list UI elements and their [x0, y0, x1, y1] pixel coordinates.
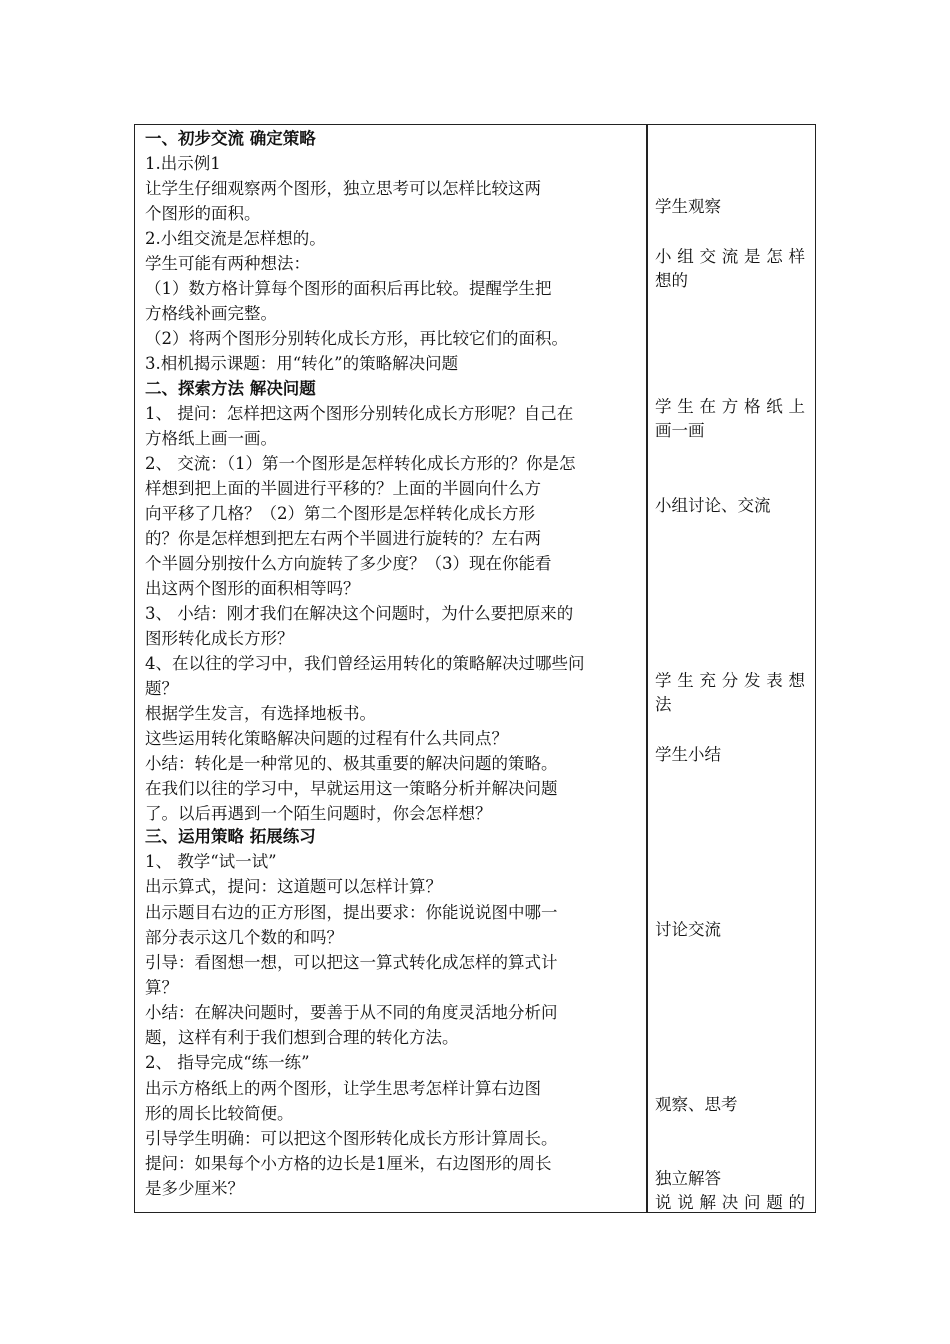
- text-line: 4、在以往的学习中，我们曾经运用转化的策略解决过哪些问: [145, 654, 585, 673]
- text-line: 样想到把上面的半圆进行平移的？上面的半圆向什么方: [145, 479, 541, 498]
- text-line: 2.小组交流是怎样想的。: [145, 229, 326, 248]
- student-note: 学生小结: [655, 745, 721, 764]
- student-note: 法: [655, 695, 672, 714]
- student-note: 画一画: [655, 421, 705, 440]
- student-note: 独立解答: [655, 1169, 721, 1188]
- text-line: 出示方格纸上的两个图形，让学生思考怎样计算右边图: [145, 1079, 541, 1098]
- text-line: 小结：转化是一种常见的、极其重要的解决问题的策略。: [145, 754, 558, 773]
- text-line: 1.出示例1: [145, 154, 221, 173]
- text-line: 个半圆分别按什么方向旋转了多少度？（3）现在你能看: [145, 554, 552, 573]
- student-note: 学生在方格纸上: [655, 397, 805, 416]
- student-note: 讨论交流: [655, 920, 721, 939]
- text-line: 3、 小结：刚才我们在解决这个问题时，为什么要把原来的: [145, 604, 574, 623]
- text-line: 题？: [145, 679, 178, 698]
- text-line: 部分表示这几个数的和吗？: [145, 928, 343, 947]
- text-line: 个图形的面积。: [145, 204, 261, 223]
- text-line: 出示算式，提问：这道题可以怎样计算？: [145, 877, 442, 896]
- text-line: 引导学生明确：可以把这个图形转化成长方形计算周长。: [145, 1129, 558, 1148]
- student-note: 说说解决问题的: [655, 1193, 805, 1212]
- text-line: 在我们以往的学习中，早就运用这一策略分析并解决问题: [145, 779, 558, 798]
- text-line: 2、 指导完成“练一练”: [145, 1053, 310, 1072]
- text-line: 提问：如果每个小方格的边长是1厘米，右边图形的周长: [145, 1154, 552, 1173]
- text-line: 1、 提问：怎样把这两个图形分别转化成长方形呢？自己在: [145, 404, 574, 423]
- text-line: （1）数方格计算每个图形的面积后再比较。提醒学生把: [145, 279, 552, 298]
- text-line: 这些运用转化策略解决问题的过程有什么共同点？: [145, 729, 508, 748]
- text-line: 1、 教学“试一试”: [145, 852, 277, 871]
- text-line: 向平移了几格？（2）第二个图形是怎样转化成长方形: [145, 504, 535, 523]
- text-line: 根据学生发言，有选择地板书。: [145, 704, 376, 723]
- text-line: （2）将两个图形分别转化成长方形，再比较它们的面积。: [145, 329, 568, 348]
- text-line: 学生可能有两种想法：: [145, 254, 310, 273]
- text-line: 出这两个图形的面积相等吗？: [145, 579, 360, 598]
- text-line: 是多少厘米？: [145, 1179, 244, 1198]
- student-note: 小组交流是怎样: [655, 247, 805, 266]
- section-heading-1: 一、初步交流 确定策略: [145, 129, 316, 148]
- text-line: 让学生仔细观察两个图形，独立思考可以怎样比较这两: [145, 179, 541, 198]
- student-note: 观察、思考: [655, 1095, 738, 1114]
- text-line: 图形转化成长方形？: [145, 629, 294, 648]
- lesson-plan-table: [134, 124, 816, 1213]
- column-divider: [646, 125, 648, 1212]
- text-line: 题，这样有利于我们想到合理的转化方法。: [145, 1028, 459, 1047]
- student-note: 小组讨论、交流: [655, 496, 771, 515]
- section-heading-2: 二、探索方法 解决问题: [145, 379, 316, 398]
- text-line: 的？你是怎样想到把左右两个半圆进行旋转的？左右两: [145, 529, 541, 548]
- student-note: 学生观察: [655, 197, 721, 216]
- student-note: 学生充分发表想: [655, 671, 805, 690]
- text-line: 形的周长比较简便。: [145, 1104, 294, 1123]
- student-note: 想的: [655, 271, 688, 290]
- text-line: 2、 交流：（1）第一个图形是怎样转化成长方形的？你是怎: [145, 454, 576, 473]
- text-line: 方格纸上画一画。: [145, 429, 277, 448]
- text-line: 方格线补画完整。: [145, 304, 277, 323]
- text-line: 了。以后再遇到一个陌生问题时，你会怎样想？: [145, 804, 492, 823]
- text-line: 引导：看图想一想，可以把这一算式转化成怎样的算式计: [145, 953, 558, 972]
- section-heading-3: 三、运用策略 拓展练习: [145, 827, 316, 846]
- text-line: 小结：在解决问题时，要善于从不同的角度灵活地分析问: [145, 1003, 558, 1022]
- text-line: 出示题目右边的正方形图，提出要求：你能说说图中哪一: [145, 903, 558, 922]
- text-line: 3.相机揭示课题：用“转化”的策略解决问题: [145, 354, 459, 373]
- text-line: 算？: [145, 978, 178, 997]
